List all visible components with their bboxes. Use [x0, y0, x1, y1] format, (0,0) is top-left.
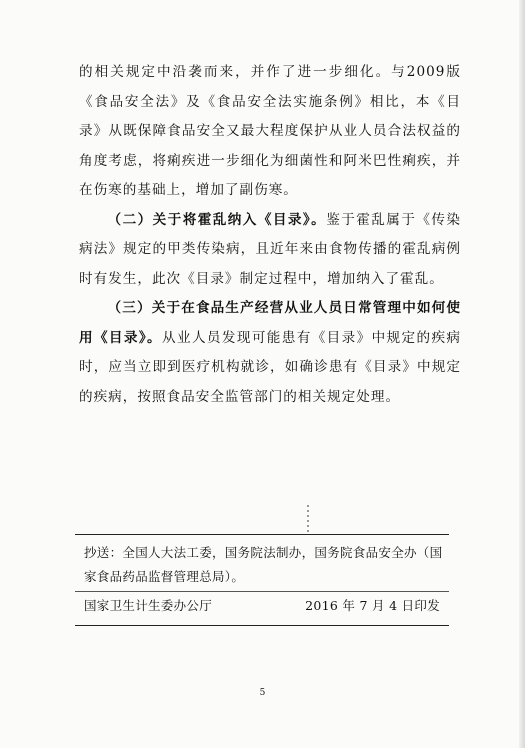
paragraph-2 — [79, 206, 461, 295]
paragraph-2-heading: （二）关于将霍乱纳入《目录》。 — [107, 211, 327, 228]
paragraph-3-heading: （三）关于在食品生产经营从业人员日常管理中如何使用《目录》。 — [79, 300, 461, 346]
paragraph-1 — [79, 58, 461, 206]
body-text — [79, 58, 461, 412]
footer-rule-top — [75, 534, 449, 535]
footer-rule-bottom — [75, 625, 449, 626]
paragraph-2-text: 鉴于霍乱属于《传染病法》规定的甲类传染病，且近年来由食物传播的霍乱病例时有发生，此次《目录》制定过程中，增加纳入了霍乱。 — [79, 211, 462, 287]
page-number: 5 — [259, 688, 266, 698]
fold-mark — [307, 505, 309, 533]
paragraph-3 — [79, 294, 461, 412]
paragraph-1-text: 的相关规定中沿袭而来，并作了进一步细化。与2009版《食品安全法》及《食品安全法实施条例》相比，本《目录》从既保障食品安全又最大程度保护从业人员合法权益的角度考虑，将痢疾进一步细化为细菌性和阿米巴性痢疾，并在伤寒的基础上，增加了副伤寒。 — [79, 64, 461, 198]
page-edge-shadow — [519, 0, 525, 748]
issuing-office: 国家卫生计生委办公厅 — [84, 598, 213, 613]
issue-date: 2016 年 7 月 4 日印发 — [305, 598, 440, 613]
footer-rule-middle — [75, 591, 449, 592]
cc-recipients: 抄送：全国人大法工委，国务院法制办，国务院食品安全办（国家食品药品监督管理总局）。 — [84, 545, 443, 584]
paragraph-3-text: 从业人员发现可能患有《目录》中规定的疾病时，应当立即到医疗机构就诊，如确诊患有《目录》中规定的疾病，按照食品安全监管部门的相关规定处理。 — [79, 329, 462, 405]
